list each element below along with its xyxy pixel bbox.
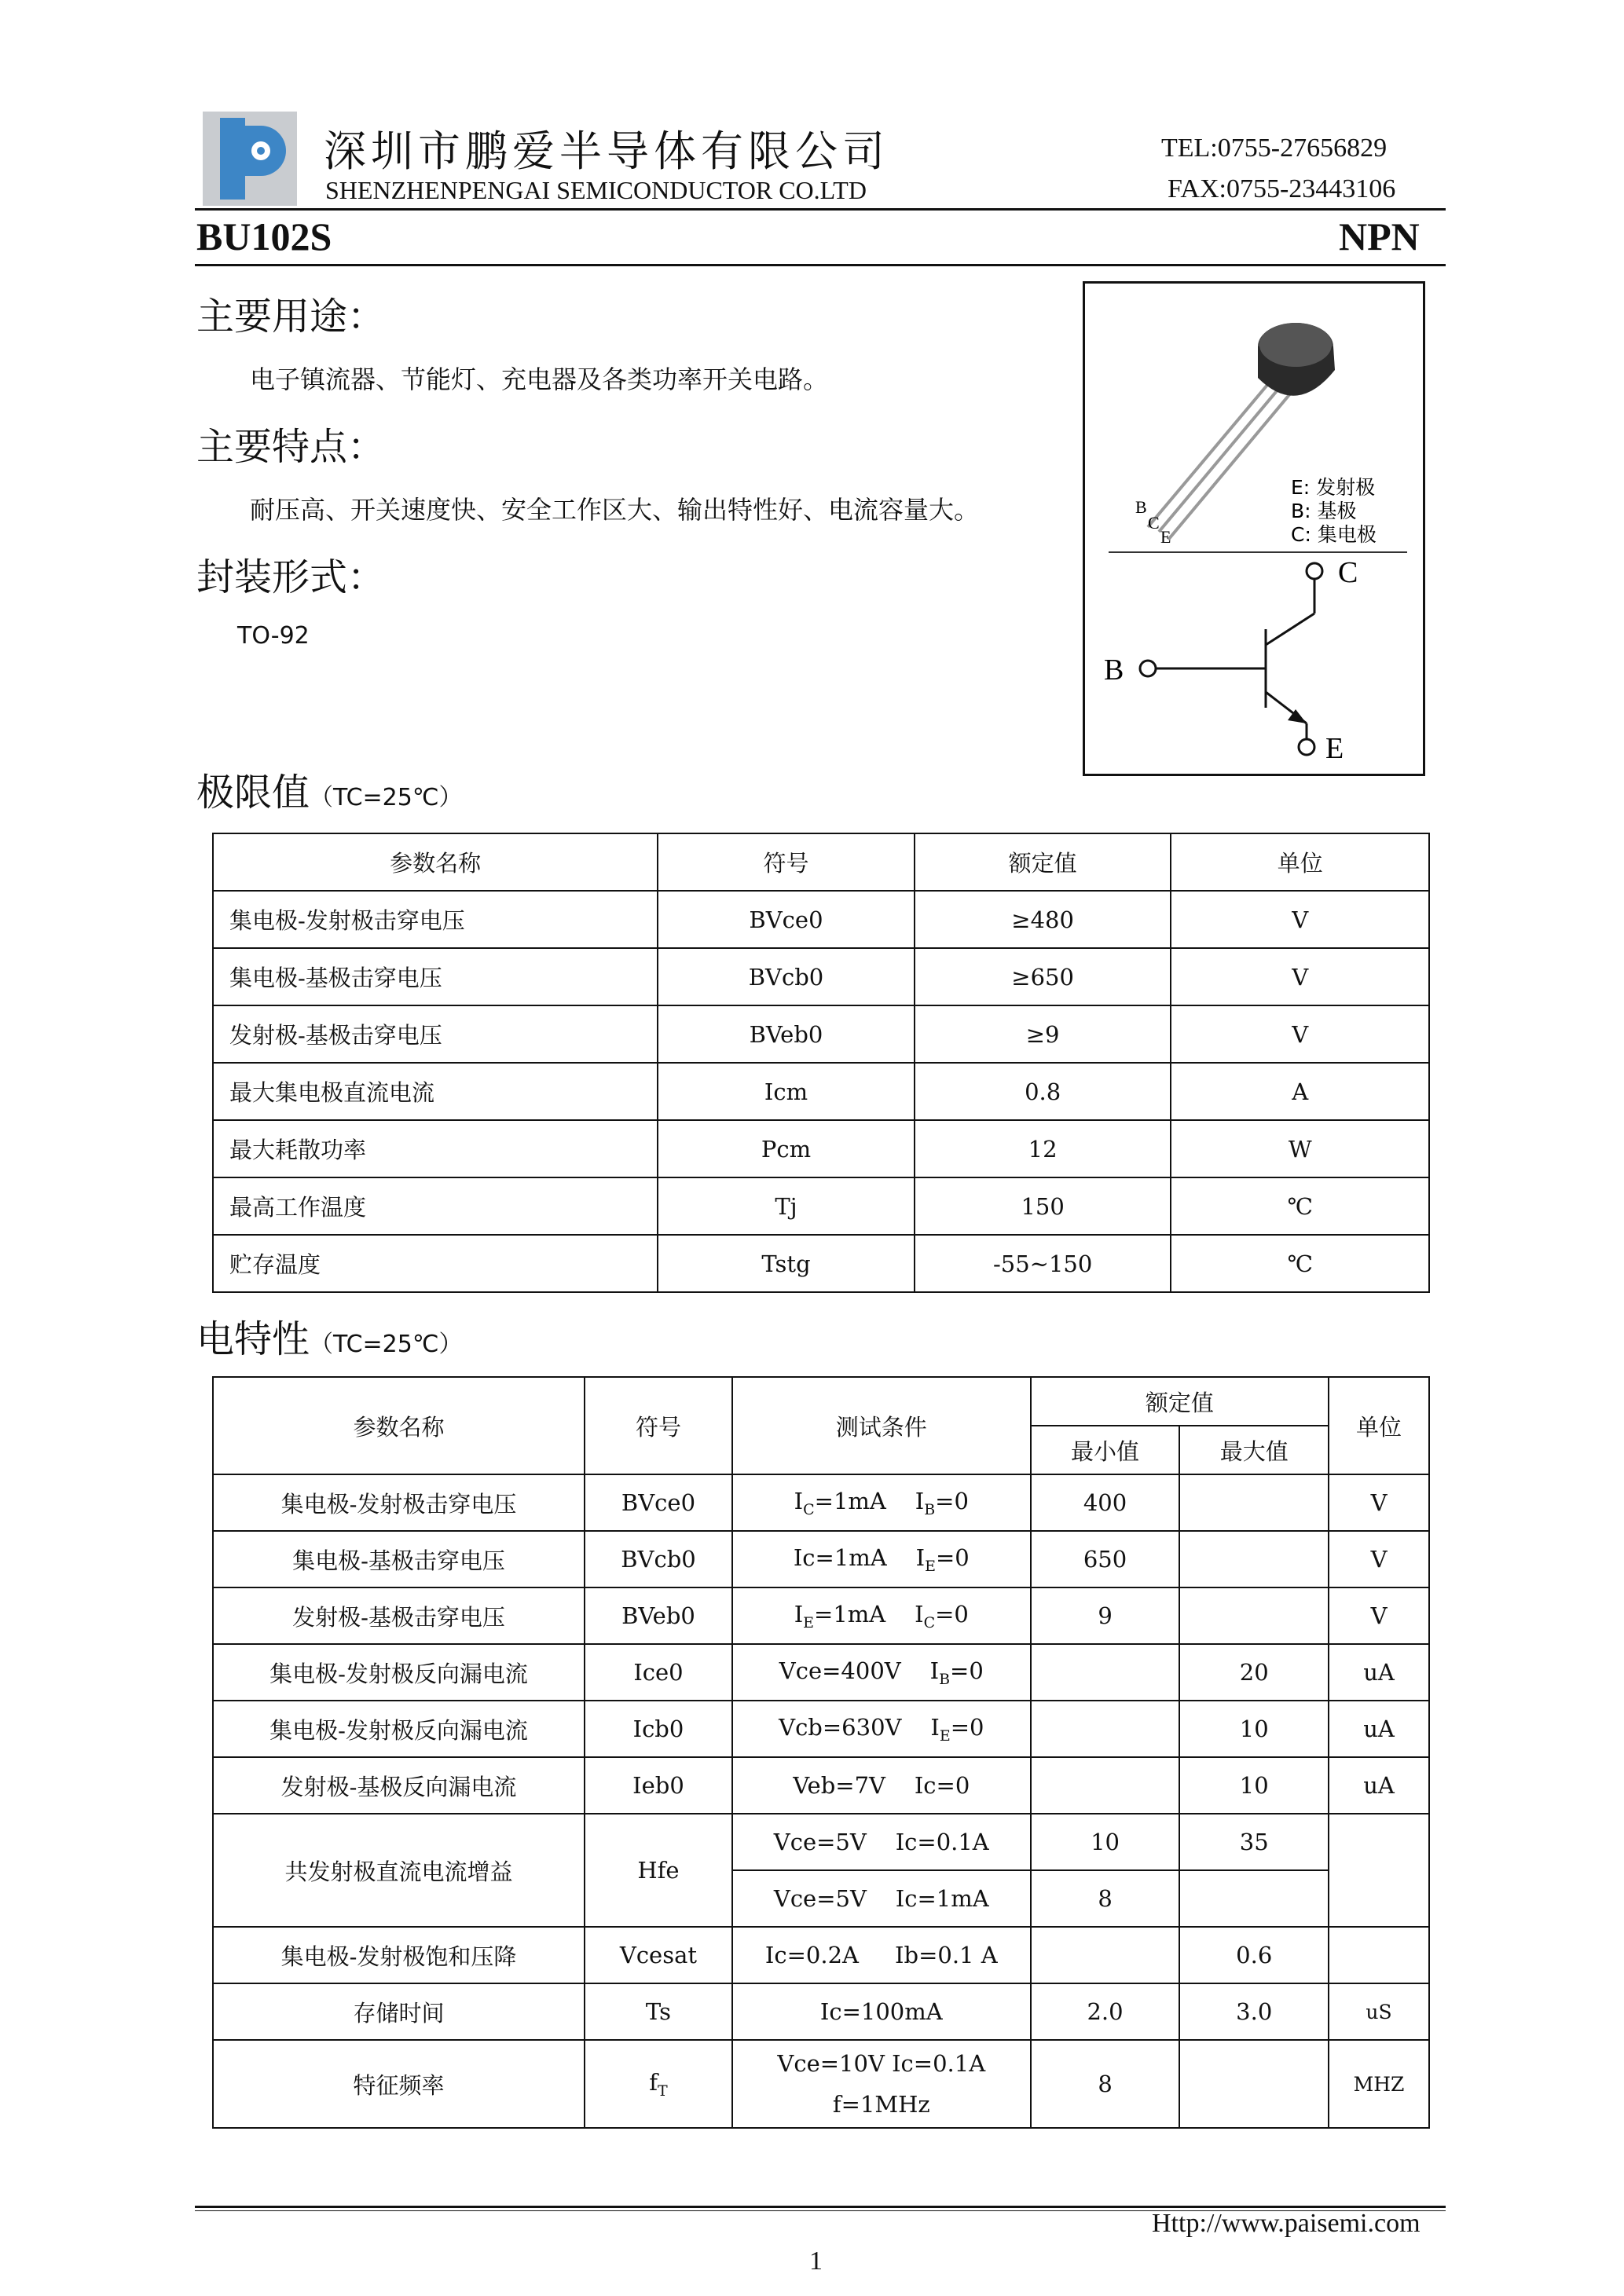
part-number: BU102S — [196, 214, 332, 258]
table-cell: 发射极-基极反向漏电流 — [213, 1757, 585, 1814]
table-cell: 集电极-发射极击穿电压 — [213, 1474, 585, 1531]
table-cell: BVce0 — [658, 891, 915, 948]
table-cell — [1179, 1474, 1329, 1531]
table-cell: 最小值 — [1031, 1426, 1180, 1474]
table-cell: V — [1171, 891, 1429, 948]
table-row — [213, 891, 1429, 948]
symbol-b-label: B — [1104, 654, 1124, 687]
table-cell: 10 — [1179, 1757, 1329, 1814]
table-cell: BVcb0 — [658, 948, 915, 1005]
table-cell: A — [1171, 1063, 1429, 1120]
table-cell: Icb0 — [585, 1701, 732, 1757]
table-cell: V — [1171, 1005, 1429, 1063]
table-cell: 集电极-发射极反向漏电流 — [213, 1644, 585, 1701]
table-cell: Veb=7V Ic=0 — [732, 1757, 1031, 1814]
table-cell: 参数名称 — [213, 833, 658, 891]
table-row — [213, 1474, 1429, 1531]
table-cell: 最高工作温度 — [213, 1177, 658, 1235]
table-cell: 400 — [1031, 1474, 1180, 1531]
table-header-row — [213, 833, 1429, 891]
legend-e: E: 发射极 — [1291, 476, 1376, 499]
table-cell: 3.0 — [1179, 1983, 1329, 2040]
table-cell: 符号 — [658, 833, 915, 891]
table-cell: 单位 — [1329, 1377, 1429, 1474]
fax: FAX:0755-23443106 — [1168, 174, 1396, 203]
pin-c-label: C — [1148, 513, 1160, 533]
table-cell — [1329, 1927, 1429, 1983]
table-cell: BVce0 — [585, 1474, 732, 1531]
telephone: TEL:0755-27656829 — [1161, 134, 1388, 163]
transistor-illustration — [1085, 284, 1423, 774]
title-rule — [195, 264, 1446, 266]
table-cell: Ice0 — [585, 1644, 732, 1701]
elec-table — [212, 1376, 1430, 2129]
table-cell: Hfe — [585, 1814, 732, 1927]
table-cell: 150 — [915, 1177, 1171, 1235]
table-row — [213, 1587, 1429, 1644]
symbol-c-label: C — [1338, 556, 1358, 589]
table-row — [213, 1757, 1429, 1814]
table-cell: BVcb0 — [585, 1531, 732, 1587]
table-row — [213, 1063, 1429, 1120]
table-cell — [1179, 1870, 1329, 1927]
table-row — [213, 1177, 1429, 1235]
transistor-type: NPN — [1339, 214, 1420, 258]
table-cell: W — [1171, 1120, 1429, 1177]
table-cell: 共发射极直流电流增益 — [213, 1814, 585, 1927]
table-cell: 最大耗散功率 — [213, 1120, 658, 1177]
table-cell: Ic=100mA — [732, 1983, 1031, 2040]
table-cell: $I_C=1mA$ $I_B=0$ — [732, 1474, 1031, 1531]
features-heading: 主要特点： — [196, 425, 386, 469]
table-cell: BVeb0 — [585, 1587, 732, 1644]
table-row — [213, 948, 1429, 1005]
table-cell: 测试条件 — [732, 1377, 1031, 1474]
table-cell: 12 — [915, 1120, 1171, 1177]
table-cell: $f_T$ — [585, 2040, 732, 2128]
company-name-cn: 深圳市鹏爱半导体有限公司 — [324, 126, 889, 176]
table-cell: Ieb0 — [585, 1757, 732, 1814]
usage-text: 电子镇流器、节能灯、充电器及各类功率开关电路。 — [250, 364, 829, 394]
company-name-en: SHENZHENPENGAI SEMICONDUCTOR CO.LTD — [325, 176, 867, 204]
header-rule — [195, 208, 1446, 211]
table-cell: 集电极-发射极击穿电压 — [213, 891, 658, 948]
table-cell: Ts — [585, 1983, 732, 2040]
table-cell: uA — [1329, 1701, 1429, 1757]
table-cell: ≥480 — [915, 891, 1171, 948]
table-cell — [1329, 1814, 1429, 1927]
table-cell: V — [1329, 1531, 1429, 1587]
table-cell: 10 — [1179, 1701, 1329, 1757]
table-cell: 特征频率 — [213, 2040, 585, 2128]
table-cell: uA — [1329, 1644, 1429, 1701]
table-cell: 35 — [1179, 1814, 1329, 1870]
table-cell: 额定值 — [1031, 1377, 1329, 1426]
usage-heading: 主要用途： — [196, 295, 386, 339]
table-row — [213, 1644, 1429, 1701]
table-cell — [1179, 1587, 1329, 1644]
table-cell: V — [1329, 1474, 1429, 1531]
package-figure — [1083, 281, 1425, 776]
table-row — [213, 1120, 1429, 1177]
table-cell: 贮存温度 — [213, 1235, 658, 1292]
table-cell: 发射极-基极击穿电压 — [213, 1587, 585, 1644]
table-cell: Tstg — [658, 1235, 915, 1292]
package-heading: 封装形式： — [196, 555, 386, 599]
table-cell: 集电极-发射极反向漏电流 — [213, 1701, 585, 1757]
table-cell: Tj — [658, 1177, 915, 1235]
table-cell — [1031, 1757, 1180, 1814]
npn-symbol-icon — [1140, 563, 1322, 755]
table-cell: Vce=5V Ic=0.1A — [732, 1814, 1031, 1870]
table-cell: ℃ — [1171, 1177, 1429, 1235]
table-cell: Vce=5V Ic=1mA — [732, 1870, 1031, 1927]
package-text: TO-92 — [237, 622, 310, 650]
table-cell: 额定值 — [915, 833, 1171, 891]
footer-rule — [195, 2206, 1446, 2208]
table-cell: -55~150 — [915, 1235, 1171, 1292]
table-cell: uS — [1329, 1983, 1429, 2040]
table-cell: 8 — [1031, 2040, 1180, 2128]
table-cell: 最大集电极直流电流 — [213, 1063, 658, 1120]
page-number: 1 — [809, 2247, 823, 2276]
table-row — [213, 1983, 1429, 2040]
table-cell: Vcb=630V $I_E=0$ — [732, 1701, 1031, 1757]
table-cell: V — [1329, 1587, 1429, 1644]
symbol-e-label: E — [1325, 732, 1344, 765]
table-cell: 650 — [1031, 1531, 1180, 1587]
elec-heading: 电特性（TC=25℃） — [196, 1317, 463, 1361]
table-cell: 10 — [1031, 1814, 1180, 1870]
table-cell: 集电极-基极击穿电压 — [213, 948, 658, 1005]
table-row — [213, 1005, 1429, 1063]
pin-e-label: E — [1160, 527, 1171, 547]
table-row — [213, 1235, 1429, 1292]
table-row — [213, 1814, 1429, 1870]
table-cell: 20 — [1179, 1644, 1329, 1701]
features-text: 耐压高、开关速度快、安全工作区大、输出特性好、电流容量大。 — [250, 495, 980, 525]
table-cell: Ic=0.2A Ib=0.1 A — [732, 1927, 1031, 1983]
table-cell — [1179, 2040, 1329, 2128]
table-header-row — [213, 1377, 1429, 1426]
table-cell: Vcesat — [585, 1927, 732, 1983]
table-cell: 2.0 — [1031, 1983, 1180, 2040]
table-cell — [1031, 1701, 1180, 1757]
table-cell: Vce=400V $I_B=0$ — [732, 1644, 1031, 1701]
table-cell: 集电极-发射极饱和压降 — [213, 1927, 585, 1983]
table-row — [213, 1531, 1429, 1587]
table-cell: ≥650 — [915, 948, 1171, 1005]
table-cell: MHZ — [1329, 2040, 1429, 2128]
table-cell: 存储时间 — [213, 1983, 585, 2040]
table-cell: Vce=10V Ic=0.1A f=1MHz — [732, 2040, 1031, 2128]
limits-table — [212, 833, 1430, 1293]
table-cell: 0.8 — [915, 1063, 1171, 1120]
legend-c: C: 集电极 — [1291, 523, 1377, 546]
table-row — [213, 1927, 1429, 1983]
table-cell — [1031, 1644, 1180, 1701]
table-cell: 符号 — [585, 1377, 732, 1474]
table-cell: 发射极-基极击穿电压 — [213, 1005, 658, 1063]
legend-b: B: 基极 — [1291, 500, 1357, 522]
table-row — [213, 1701, 1429, 1757]
table-cell: 9 — [1031, 1587, 1180, 1644]
table-cell: 最大值 — [1179, 1426, 1329, 1474]
pin-b-label: B — [1135, 497, 1147, 517]
table-cell — [1031, 1927, 1180, 1983]
table-cell: Icm — [658, 1063, 915, 1120]
company-logo — [203, 112, 297, 206]
table-cell: 8 — [1031, 1870, 1180, 1927]
table-cell: V — [1171, 948, 1429, 1005]
table-cell: 0.6 — [1179, 1927, 1329, 1983]
table-cell: ℃ — [1171, 1235, 1429, 1292]
table-cell: $I_E=1mA$ $I_C=0$ — [732, 1587, 1031, 1644]
table-cell — [1179, 1531, 1329, 1587]
table-cell: 参数名称 — [213, 1377, 585, 1474]
website-link[interactable]: Http://www.paisemi.com — [1152, 2209, 1421, 2238]
table-row — [213, 2040, 1429, 2128]
table-cell: Ic=1mA $I_E=0$ — [732, 1531, 1031, 1587]
table-cell: ≥9 — [915, 1005, 1171, 1063]
table-cell: BVeb0 — [658, 1005, 915, 1063]
table-cell: Pcm — [658, 1120, 915, 1177]
table-cell: 集电极-基极击穿电压 — [213, 1531, 585, 1587]
limits-heading: 极限值（TC=25℃） — [196, 771, 463, 815]
table-cell: uA — [1329, 1757, 1429, 1814]
table-cell: 单位 — [1171, 833, 1429, 891]
